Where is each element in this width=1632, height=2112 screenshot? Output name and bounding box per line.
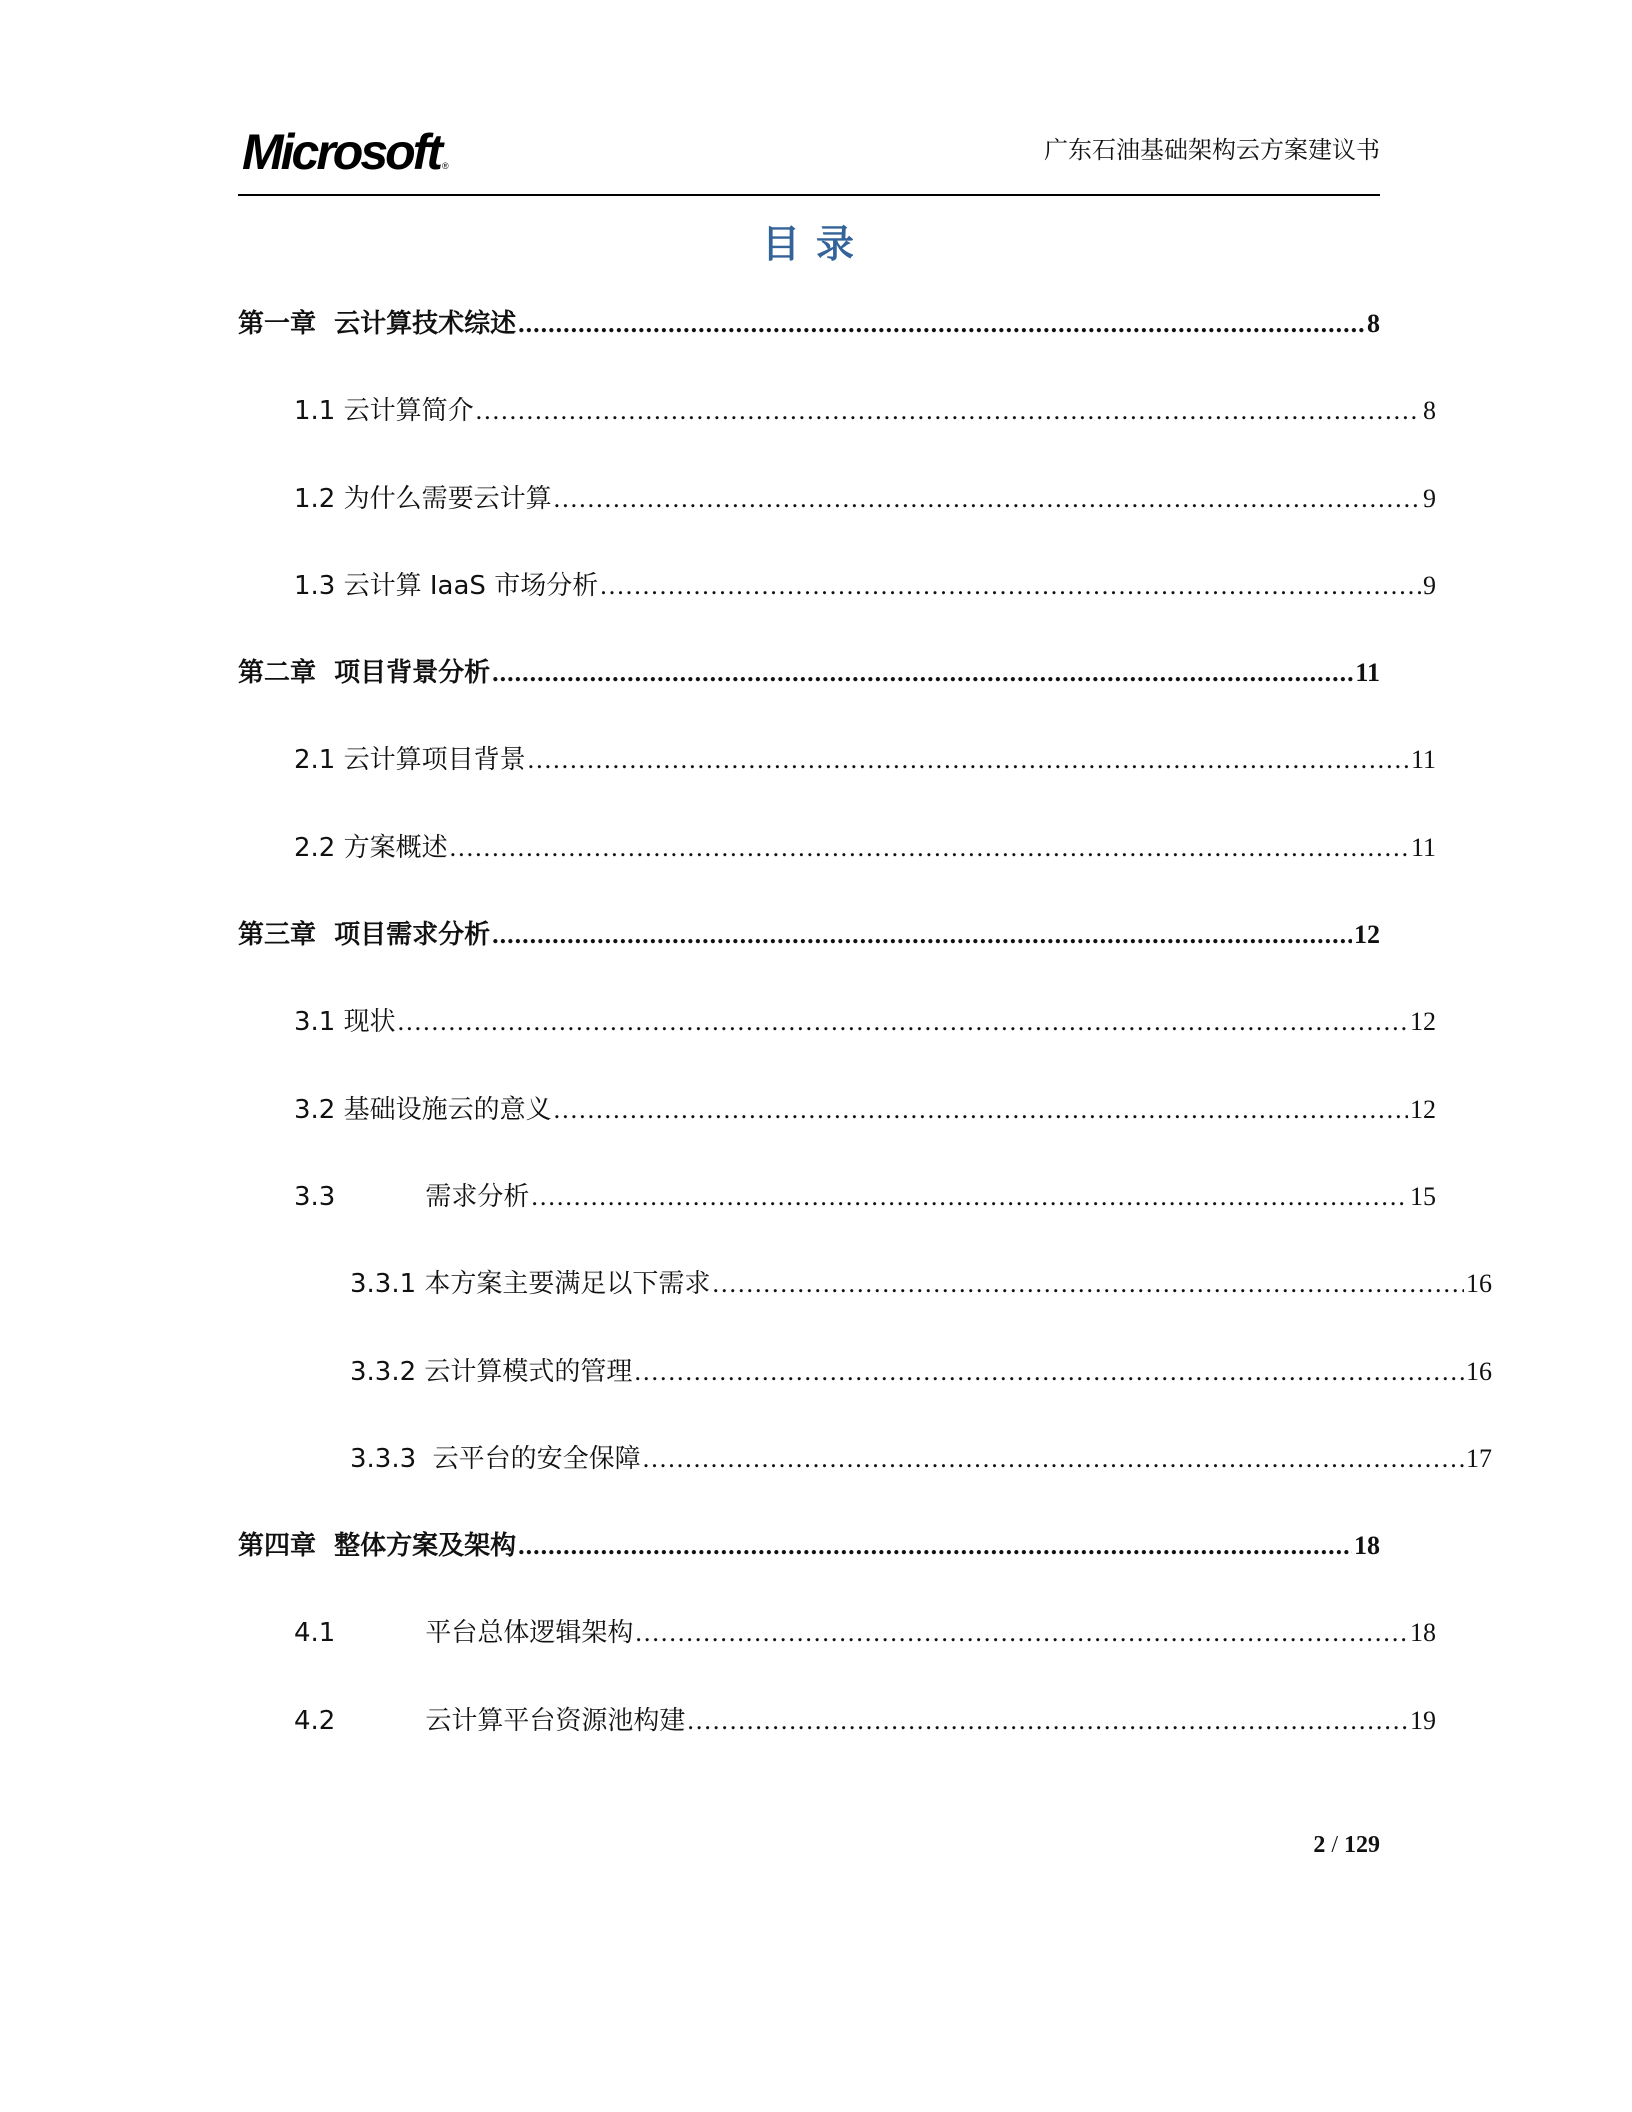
toc-entry-gap	[335, 731, 343, 789]
toc-entry-page: 12	[1354, 920, 1380, 950]
table-of-contents	[238, 295, 1492, 1779]
dot-leader	[643, 1430, 1464, 1488]
toc-entry-page: 12	[1410, 1007, 1436, 1037]
toc-entry-number: 第二章	[238, 658, 317, 689]
toc-entry-page: 16	[1466, 1269, 1492, 1299]
toc-entry-gap	[335, 557, 343, 615]
page-number	[1313, 1832, 1380, 1859]
toc-entry-number: 1.2	[294, 483, 336, 514]
toc-entry-line	[238, 557, 1436, 615]
toc-entry-gap	[335, 1081, 343, 1139]
dot-leader	[398, 993, 1408, 1051]
dot-leader	[554, 470, 1421, 528]
toc-entry-title: 整体方案及架构	[334, 1531, 517, 1562]
toc-entry-page: 9	[1423, 483, 1436, 513]
toc-section-entry[interactable]	[238, 993, 1436, 1080]
toc-entry-title: 为什么需要云计算	[343, 483, 552, 514]
toc-chapter-entry[interactable]	[238, 1517, 1380, 1604]
toc-entry-number: 4.2	[294, 1705, 336, 1736]
toc-entry-number: 第一章	[238, 309, 317, 339]
dot-leader	[518, 295, 1365, 353]
toc-entry-title: 云计算 IaaS 市场分析	[343, 570, 599, 601]
dot-leader	[492, 906, 1352, 964]
toc-entry-gap	[316, 644, 334, 702]
toc-entry-title: 云计算技术综述	[334, 309, 517, 339]
toc-entry-line	[238, 906, 1380, 964]
toc-section-entry[interactable]	[238, 731, 1436, 818]
toc-entry-number: 3.2	[294, 1094, 336, 1125]
total-pages: 129	[1344, 1832, 1380, 1858]
toc-section-entry[interactable]	[238, 1255, 1492, 1342]
toc-entry-number: 第三章	[238, 920, 317, 951]
toc-entry-number: 3.3.1	[350, 1269, 417, 1300]
microsoft-logo	[242, 122, 447, 182]
toc-entry-number: 2.2	[294, 832, 336, 863]
toc-entry-page: 19	[1410, 1705, 1436, 1735]
toc-entry-gap	[316, 295, 334, 353]
toc-entry-line	[238, 644, 1380, 702]
toc-entry-title: 基础设施云的意义	[343, 1094, 552, 1125]
toc-entry-gap	[316, 1517, 334, 1575]
toc-entry-line	[238, 731, 1436, 789]
dot-leader	[518, 1517, 1352, 1575]
toc-entry-line	[238, 1604, 1436, 1662]
toc-entry-page: 9	[1423, 570, 1436, 600]
toc-entry-line	[238, 993, 1436, 1051]
toc-entry-page: 17	[1466, 1443, 1492, 1473]
toc-entry-line	[238, 382, 1436, 440]
toc-entry-number: 3.3.2	[350, 1356, 417, 1387]
toc-section-entry[interactable]	[238, 470, 1436, 557]
dot-leader	[492, 644, 1353, 702]
toc-entry-number: 第四章	[238, 1531, 317, 1562]
toc-entry-page: 18	[1354, 1531, 1380, 1561]
toc-entry-number: 4.1	[294, 1618, 336, 1649]
toc-entry-title: 平台总体逻辑架构	[425, 1618, 634, 1649]
toc-section-entry[interactable]	[238, 1692, 1436, 1779]
toc-entry-line	[238, 470, 1436, 528]
toc-entry-title: 方案概述	[343, 832, 448, 863]
toc-entry-title: 项目背景分析	[334, 658, 491, 689]
toc-entry-number: 1.3	[294, 570, 336, 601]
dot-leader	[476, 382, 1421, 440]
dot-leader	[531, 1168, 1408, 1226]
toc-entry-page: 8	[1423, 396, 1436, 426]
toc-entry-line	[238, 1168, 1436, 1226]
toc-entry-line	[238, 1517, 1380, 1575]
dot-leader	[634, 1343, 1464, 1401]
page-separator: /	[1325, 1832, 1344, 1858]
toc-entry-page: 8	[1367, 309, 1380, 338]
toc-entry-number: 2.1	[294, 745, 336, 776]
toc-entry-page: 16	[1466, 1356, 1492, 1386]
toc-entry-line	[238, 1255, 1492, 1313]
toc-section-entry[interactable]	[238, 819, 1436, 906]
logo-text: Microsoft	[242, 124, 440, 180]
toc-entry-line	[238, 1692, 1436, 1750]
toc-entry-title: 云计算平台资源池构建	[425, 1705, 686, 1736]
page-header	[238, 118, 1380, 196]
toc-section-entry[interactable]	[238, 1604, 1436, 1691]
toc-section-entry[interactable]	[238, 557, 1436, 644]
toc-heading: 目录	[761, 222, 870, 266]
toc-section-entry[interactable]	[238, 1343, 1492, 1430]
dot-leader	[554, 1081, 1408, 1139]
toc-chapter-entry[interactable]	[238, 906, 1380, 993]
dot-leader	[712, 1255, 1464, 1313]
toc-entry-number: 3.3.3	[350, 1443, 417, 1474]
toc-entry-title: 项目需求分析	[334, 920, 491, 951]
toc-entry-line	[238, 295, 1380, 353]
toc-entry-number: 3.1	[294, 1007, 336, 1038]
toc-entry-title: 现状	[343, 1007, 396, 1038]
toc-entry-line	[238, 819, 1436, 877]
toc-entry-title: 云计算简介	[343, 396, 474, 427]
toc-entry-number: 3.3	[294, 1181, 336, 1212]
toc-entry-title: 需求分析	[425, 1181, 530, 1212]
toc-section-entry[interactable]	[238, 1081, 1436, 1168]
document-title: 广东石油基础架构云方案建议书	[1044, 136, 1380, 164]
toc-chapter-entry[interactable]	[238, 295, 1380, 382]
toc-entry-gap	[416, 1430, 424, 1488]
toc-section-entry[interactable]	[238, 1430, 1492, 1517]
toc-entry-page: 11	[1410, 832, 1436, 862]
toc-entry-number: 1.1	[294, 396, 336, 427]
toc-entry-title: 本方案主要满足以下需求	[424, 1269, 711, 1300]
toc-chapter-entry[interactable]	[238, 644, 1380, 731]
toc-entry-gap	[416, 1255, 424, 1313]
current-page: 2	[1313, 1832, 1326, 1858]
toc-section-entry[interactable]	[238, 382, 1436, 469]
dot-leader	[600, 557, 1421, 615]
toc-entry-page: 12	[1410, 1094, 1436, 1124]
toc-entry-gap	[335, 470, 343, 528]
toc-entry-gap	[335, 993, 343, 1051]
toc-entry-line	[238, 1081, 1436, 1139]
registered-mark: ®	[442, 161, 449, 171]
toc-entry-gap	[316, 906, 334, 964]
toc-entry-title: 云平台的安全保障	[424, 1443, 641, 1474]
toc-entry-gap	[335, 382, 343, 440]
toc-entry-line	[238, 1430, 1492, 1488]
dot-leader	[450, 819, 1409, 877]
dot-leader	[528, 731, 1409, 789]
toc-entry-title: 云计算模式的管理	[424, 1356, 633, 1387]
toc-entry-line	[238, 1343, 1492, 1401]
toc-entry-page: 15	[1410, 1181, 1436, 1211]
dot-leader	[687, 1692, 1408, 1750]
toc-entry-page: 18	[1410, 1618, 1436, 1648]
toc-entry-gap	[335, 819, 343, 877]
dot-leader	[635, 1604, 1408, 1662]
toc-entry-gap	[416, 1343, 424, 1401]
toc-section-entry[interactable]	[238, 1168, 1436, 1255]
toc-entry-page: 11	[1355, 658, 1380, 688]
toc-entry-page: 11	[1410, 745, 1436, 775]
toc-entry-title: 云计算项目背景	[343, 745, 526, 776]
